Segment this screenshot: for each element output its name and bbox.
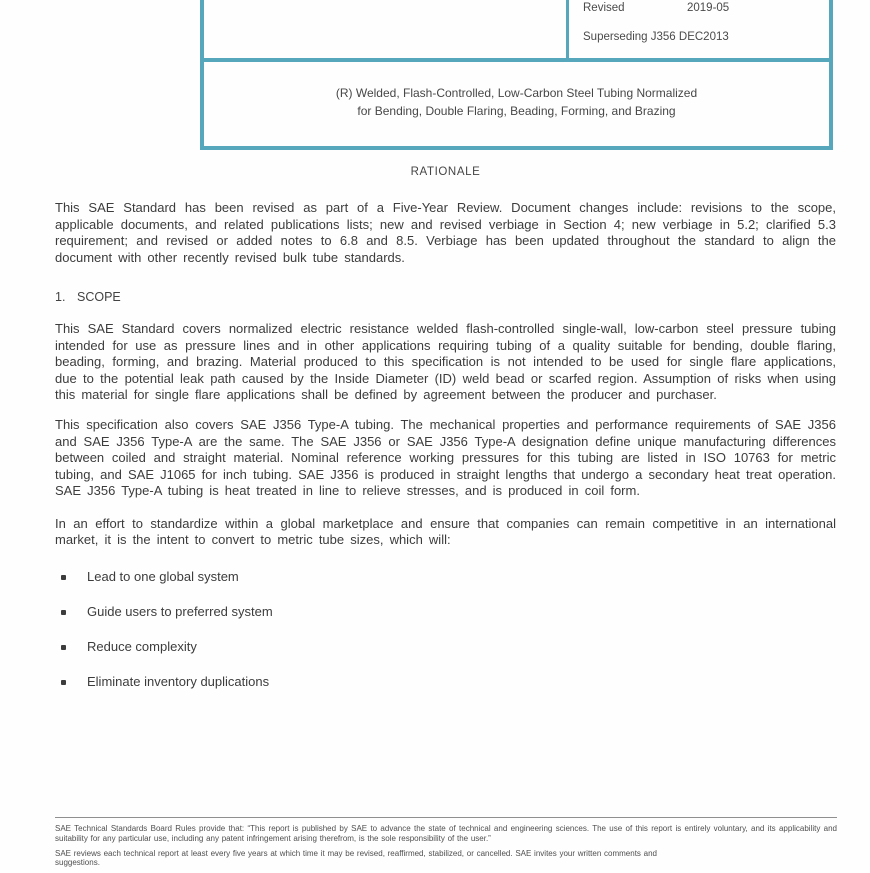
bullet-icon xyxy=(61,680,66,685)
bullet-icon xyxy=(61,610,66,615)
list-item-label: Reduce complexity xyxy=(87,639,197,655)
rationale-heading: RATIONALE xyxy=(410,166,481,178)
bullet-icon xyxy=(61,575,66,580)
scope-heading-number: 1. xyxy=(55,290,66,305)
superseding-note: Superseding J356 DEC2013 xyxy=(583,31,729,43)
revised-label: Revised xyxy=(583,2,625,14)
footer-paragraph-2-line2: suggestions. xyxy=(55,858,100,868)
list-item xyxy=(55,674,836,690)
list-item-label: Eliminate inventory duplications xyxy=(87,674,270,690)
document-title-box xyxy=(204,62,829,142)
revised-date: 2019-05 xyxy=(687,2,730,14)
bullet-icon xyxy=(61,645,66,650)
rationale-paragraph: This SAE Standard has been revised as part of a Five-Year Review. Document changes include: revisions to the scope, applicable documents, and related publications lists; new and revised verbiage in Section 4; new verbiage in 5.2; clarified 5.3 requirement; and revised or added notes to 6.8 and 8.5. Verbiage has been updated throughout the standard to align the document with other recently revised bulk tube standards. xyxy=(55,200,836,265)
document-title-line1: (R) Welded, Flash-Controlled, Low-Carbon Steel Tubing Normalized xyxy=(335,86,698,100)
legal-footer xyxy=(55,817,837,873)
scope-paragraph-3: In an effort to standardize within a global marketplace and ensure that companies can remain competitive in an international market, it is the intent to convert to metric tube sizes, which will: xyxy=(55,515,836,547)
revised-row xyxy=(583,2,829,14)
list-item xyxy=(55,639,836,655)
list-item-label: Lead to one global system xyxy=(87,569,239,585)
scope-heading xyxy=(55,289,836,305)
footer-paragraph-2-line1: SAE reviews each technical report at least every five years at which time it may be revised, reaffirmed, stabilized, or cancelled. SAE invites your written comments and xyxy=(55,848,657,858)
list-item xyxy=(55,604,836,620)
document-title-line2: for Bending, Double Flaring, Beading, Forming, and Brazing xyxy=(357,104,676,118)
footer-divider xyxy=(55,817,837,818)
revision-info-cell xyxy=(566,0,829,58)
footer-paragraph-2 xyxy=(55,849,837,869)
document-body xyxy=(55,164,836,709)
scope-heading-label: SCOPE xyxy=(77,290,121,305)
footer-paragraph-1: SAE Technical Standards Board Rules provide that: “This report is published by SAE to advance the state of technical and engineering sciences. The use of this report is entirely voluntary, and its applicability and suitability for any particular use, including any patent infringement arising therefrom, is the sole responsibility of the user.” xyxy=(55,824,837,843)
spec-header-blank-cell xyxy=(204,0,566,58)
list-item xyxy=(55,569,836,585)
scope-paragraph-1: This SAE Standard covers normalized electric resistance welded flash-controlled single-wall, low-carbon steel pressure tubing intended for use as pressure lines and in other applications requiring tubing of a quality suitable for bending, double flaring, beading, forming, and brazing. Material produced to this specification is not intended to be used for single flare applications, due to the potential leak path caused by the Inside Diameter (ID) weld bead or scarfed region. Assumption of risks when using this material for single flare applications shall be defined by agreement between the producer and purchaser. xyxy=(55,321,836,403)
list-item-label: Guide users to preferred system xyxy=(87,604,273,620)
spec-header-row xyxy=(204,0,829,62)
scope-bullet-list xyxy=(55,569,836,690)
scope-paragraph-2: This specification also covers SAE J356 Type-A tubing. The mechanical properties and performance requirements of SAE J356 and SAE J356 Type-A are the same. The SAE J356 or SAE J356 Type-A designation define unique manufacturing differences between coiled and straight material. Nominal reference working pressures for this tubing are listed in ISO 10763 for metric tubing, and SAE J1065 for inch tubing. SAE J356 is produced in straight lengths that undergo a secondary heat treat operation. SAE J356 Type-A tubing is heat treated in line to relieve stresses, and is produced in coil form. xyxy=(55,417,836,499)
spec-header-table xyxy=(200,0,833,150)
